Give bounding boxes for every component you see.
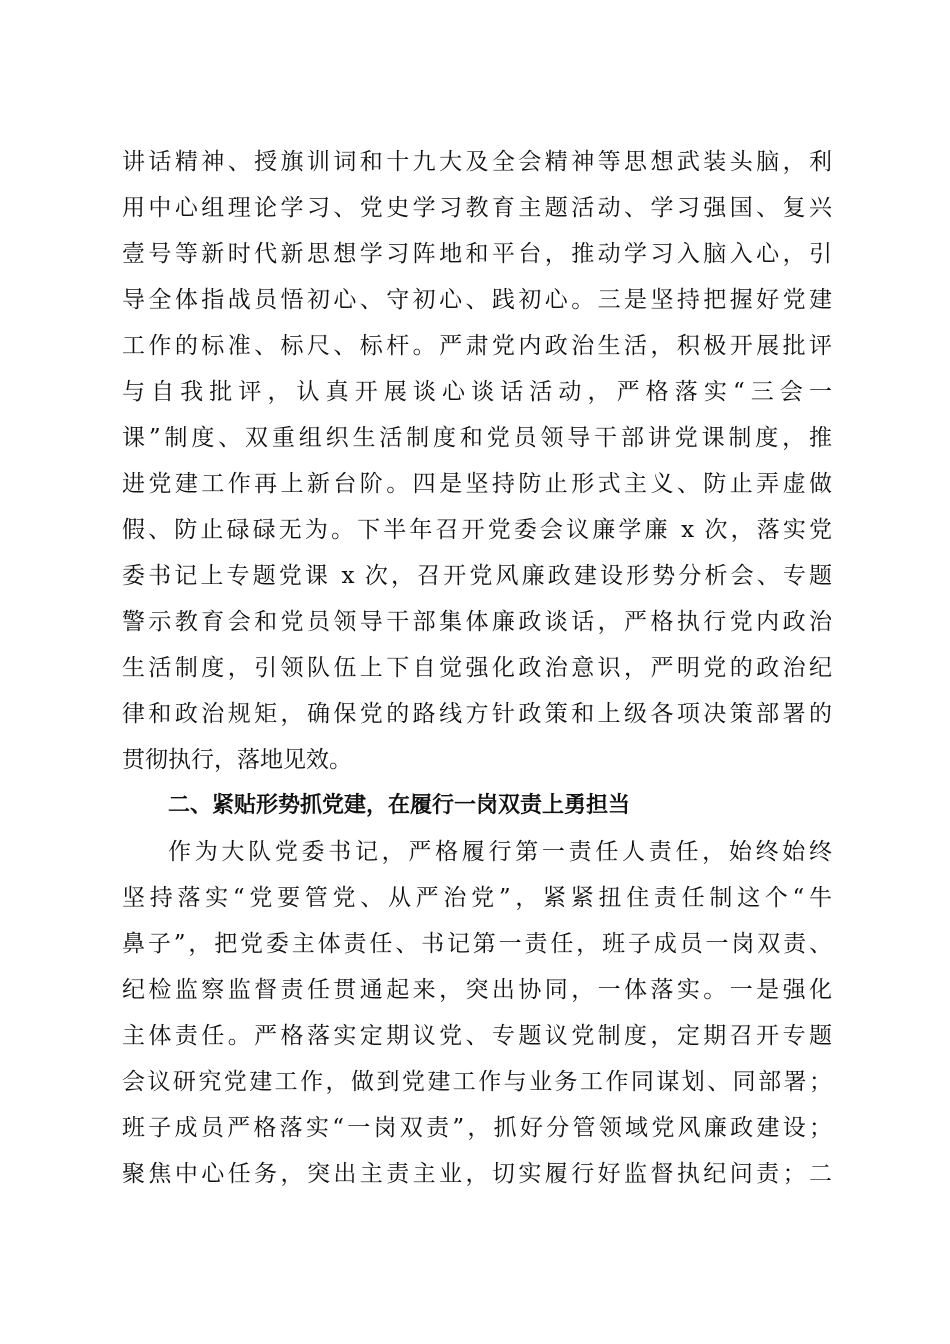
text-line: 进党建工作再上新台阶。四是坚持防止形式主义、防止弄虚做	[122, 471, 832, 497]
document-body	[122, 139, 832, 1197]
text-line: 坚持落实“党要管党、从严治党”，紧紧扭住责任制这个“牛	[122, 885, 832, 911]
text-line: 聚焦中心任务，突出主责主业，切实履行好监督执纪问责；二	[122, 1161, 832, 1187]
text-line: 导全体指战员悟初心、守初心、践初心。三是坚持把握好党建	[122, 287, 832, 313]
text-line: 会议研究党建工作，做到党建工作与业务工作同谋划、同部署；	[122, 1069, 832, 1095]
text-line: 用中心组理论学习、党史学习教育主题活动、学习强国、复兴	[122, 195, 832, 221]
text-line: 贯彻执行，落地见效。	[122, 747, 352, 773]
text-line: 壹号等新时代新思想学习阵地和平台，推动学习入脑入心，引	[122, 241, 832, 267]
text-line: 工作的标准、标尺、标杆。严肃党内政治生活，积极开展批评	[122, 333, 832, 359]
text-line: 假、防止碌碌无为。下半年召开党委会议廉学廉 x 次，落实党	[122, 517, 832, 543]
text-line: 主体责任。严格落实定期议党、专题议党制度，定期召开专题	[122, 1023, 832, 1049]
text-line: 生活制度，引领队伍上下自觉强化政治意识，严明党的政治纪	[122, 655, 832, 681]
text-line: 与自我批评，认真开展谈心谈话活动，严格落实“三会一	[122, 379, 832, 405]
text-line: 纪检监察监督责任贯通起来，突出协同，一体落实。一是强化	[122, 977, 832, 1003]
text-line: 班子成员严格落实“一岗双责”，抓好分管领域党风廉政建设；	[122, 1115, 832, 1141]
text-line: 委书记上专题党课 x 次，召开党风廉政建设形势分析会、专题	[122, 563, 832, 589]
paragraph-1	[122, 139, 832, 783]
text-line: 鼻子”，把党委主体责任、书记第一责任，班子成员一岗双责、	[122, 931, 832, 957]
section-heading: 二、紧贴形势抓党建，在履行一岗双责上勇担当	[168, 793, 631, 818]
text-line: 作为大队党委书记，严格履行第一责任人责任，始终始终	[168, 839, 832, 865]
text-line: 课”制度、双重组织生活制度和党员领导干部讲党课制度，推	[122, 425, 832, 451]
paragraph-2	[122, 829, 832, 1197]
text-line: 讲话精神、授旗训词和十九大及全会精神等思想武装头脑，利	[122, 149, 832, 175]
text-line: 警示教育会和党员领导干部集体廉政谈话，严格执行党内政治	[122, 609, 832, 635]
text-line: 律和政治规矩，确保党的路线方针政策和上级各项决策部署的	[122, 701, 832, 727]
